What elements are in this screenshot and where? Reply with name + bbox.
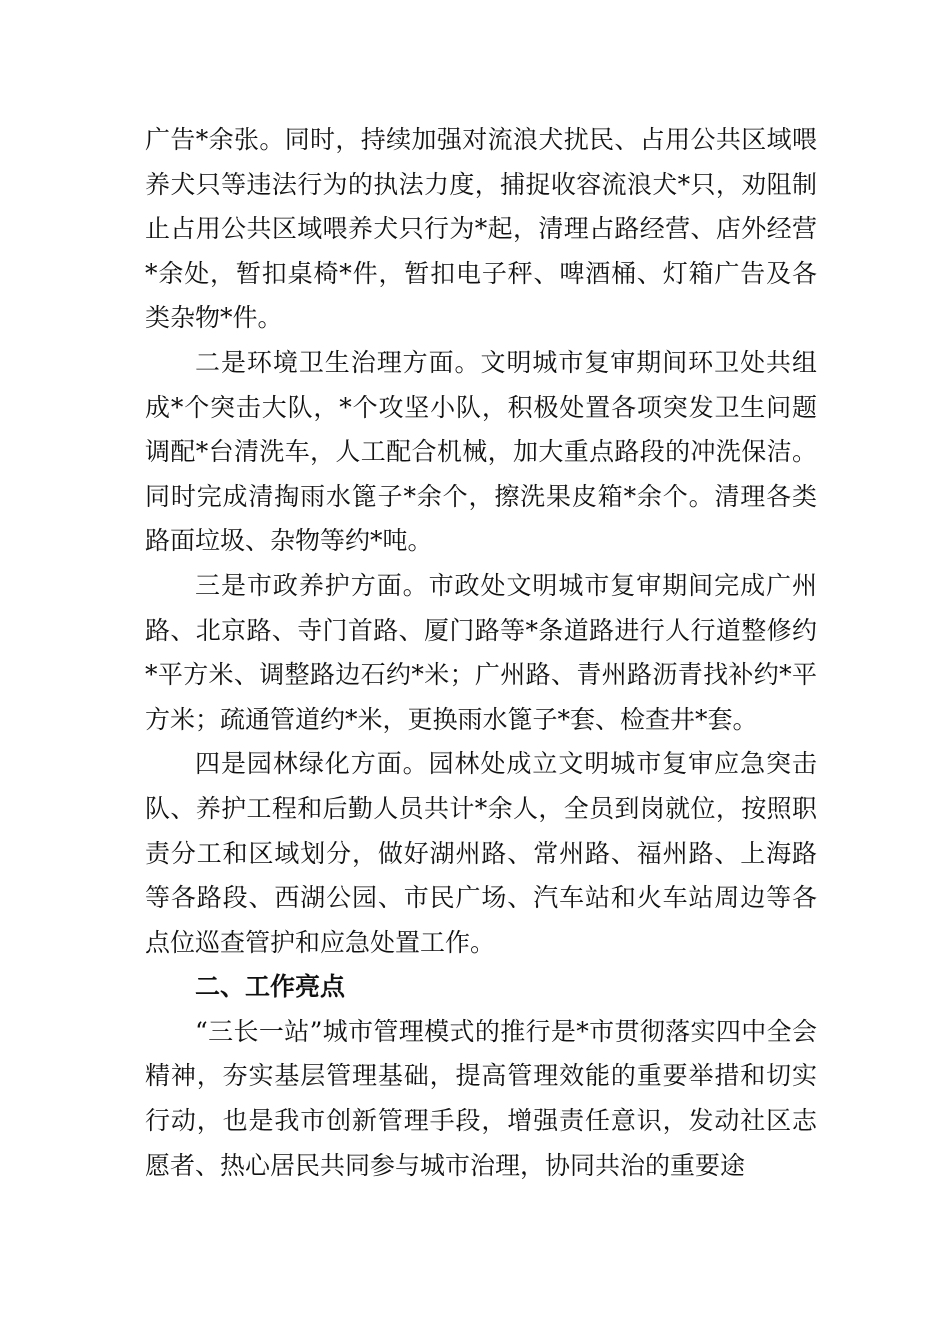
paragraph-highlights-intro: “三长一站”城市管理模式的推行是*市贯彻落实四中全会精神，夯实基层管理基础，提高管理效能的重要举措和切实行动，也是我市创新管理手段，增强责任意识，发动社区志愿者、热心居民共同参与城市治理，协同共治的重要途 <box>145 1016 817 1180</box>
paragraph-municipal-maintenance: 三是市政养护方面。市政处文明城市复审期间完成广州路、北京路、寺门首路、厦门路等*条道路进行人行道整修约*平方米、调整路边石约*米；广州路、青州路沥青找补约*平方米；疏通管道约*米，更换雨水篦子*套、检查井*套。 <box>145 570 817 734</box>
paragraph-landscaping: 四是园林绿化方面。园林处成立文明城市复审应急突击队、养护工程和后勤人员共计*余人，全员到岗就位，按照职责分工和区域划分，做好湖州路、常州路、福州路、上海路等各路段、西湖公园、市民广场、汽车站和火车站周边等各点位巡查管护和应急处置工作。 <box>145 749 817 957</box>
section-heading-highlights: 二、工作亮点 <box>195 972 346 1002</box>
document-body <box>145 118 817 1188</box>
paragraph-enforcement-continued: 广告*余张。同时，持续加强对流浪犬扰民、占用公共区域喂养犬只等违法行为的执法力度，捕捉收容流浪犬*只，劝阻制止占用公共区域喂养犬只行为*起，清理占路经营、店外经营*余处，暂扣桌椅*件，暂扣电子秤、啤酒桶、灯箱广告及各类杂物*件。 <box>145 125 817 333</box>
paragraph-environmental-sanitation: 二是环境卫生治理方面。文明城市复审期间环卫处共组成*个突击大队，*个攻坚小队，积极处置各项突发卫生问题调配*台清洗车，人工配合机械，加大重点路段的冲洗保洁。同时完成清掏雨水篦子*余个，擦洗果皮箱*余个。清理各类路面垃圾、杂物等约*吨。 <box>145 347 817 556</box>
